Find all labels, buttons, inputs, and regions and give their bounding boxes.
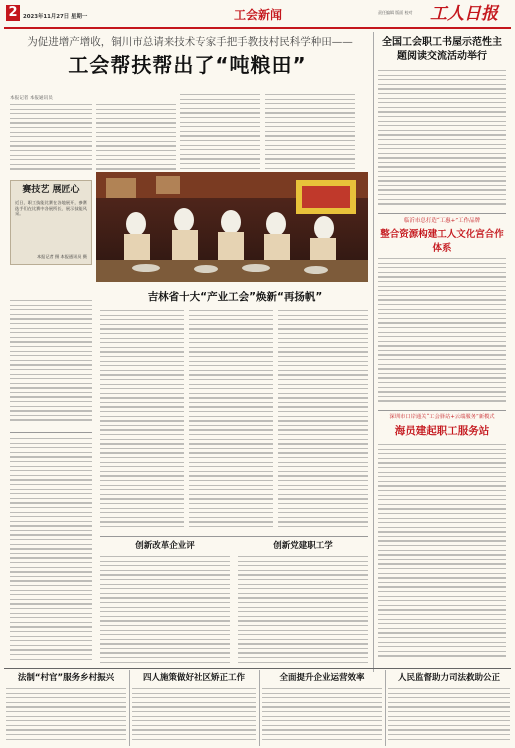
side-story-1-headline: 全国工会职工书屋示范性主题阅读交流活动举行 bbox=[382, 37, 502, 62]
masthead-rule bbox=[4, 27, 511, 29]
lead-byline: 本报记者 本报通讯员 bbox=[10, 96, 53, 101]
small-story-right-body bbox=[238, 556, 368, 666]
left-column-body bbox=[10, 300, 92, 430]
newspaper-name: 工人日报 bbox=[430, 4, 498, 24]
middle-story-body-col-2 bbox=[189, 310, 273, 532]
lead-body-col-3 bbox=[180, 94, 260, 180]
lead-photo bbox=[96, 172, 368, 282]
column-divider bbox=[385, 670, 386, 746]
inset-title: 赛技艺 展匠心 bbox=[22, 185, 80, 195]
lead-photo-illustration bbox=[96, 172, 368, 282]
middle-story-headline: 吉林省十大“产业工会”焕新“再扬帆” bbox=[147, 291, 323, 303]
bottom-story-2-body bbox=[132, 688, 256, 744]
side-story-3-body bbox=[378, 444, 506, 664]
bottom-story-4-body bbox=[388, 688, 510, 744]
side-story-2-headline: 整合资源构建工人文化宫合作体系 bbox=[380, 229, 504, 254]
middle-story-body-col-1 bbox=[100, 310, 184, 532]
page-number: 2 bbox=[8, 5, 18, 20]
inset-photo-credit: 本报记者 摄 本报通讯员 摄 bbox=[36, 254, 87, 259]
middle-story-body-col-3 bbox=[278, 310, 368, 532]
side-story-2-body bbox=[378, 258, 506, 406]
small-headline-right: 创新党建职工学 bbox=[273, 541, 333, 551]
inset-caption: 近日，职工技能比赛在各地展开，参赛选手们在比赛中各展所长、展示技能风采。 bbox=[15, 200, 87, 217]
side-story-1-body bbox=[378, 70, 506, 210]
bottom-divider bbox=[4, 668, 511, 669]
left-column-body-2 bbox=[10, 438, 92, 666]
edit-line: 责任编辑 版面 校对 bbox=[378, 10, 413, 15]
lead-body-col-1 bbox=[10, 104, 92, 176]
bottom-story-3-body bbox=[262, 688, 382, 744]
divider bbox=[378, 213, 506, 214]
bottom-headline-3: 全面提升企业运营效率 bbox=[279, 673, 365, 683]
divider bbox=[100, 536, 368, 537]
column-divider bbox=[259, 670, 260, 746]
small-story-left-body bbox=[100, 556, 230, 666]
divider bbox=[378, 410, 506, 411]
lead-photo-caption-text bbox=[10, 268, 92, 298]
bottom-story-1-body bbox=[6, 688, 126, 744]
lead-headline: 工会帮扶帮出了“吨粮田” bbox=[68, 53, 307, 77]
side-story-2-kicker: 临沂市总打造“工惠+”工作品牌 bbox=[403, 218, 481, 224]
side-story-3-kicker: 深圳市口岸通关“工会驿站+云端服务”新模式 bbox=[389, 414, 495, 420]
bottom-headline-1: 法制“村官”服务乡村振兴 bbox=[17, 673, 115, 683]
masthead bbox=[0, 0, 515, 30]
bottom-headline-2: 四人施策做好社区矫正工作 bbox=[142, 673, 245, 683]
column-divider bbox=[129, 670, 130, 746]
issue-date: 2023年11月27日 星期一 bbox=[23, 14, 88, 20]
section-title: 工会新闻 bbox=[233, 8, 282, 22]
lead-kicker: 为促进增产增收，铜川市总请来技术专家手把手教技村民科学种田—— bbox=[27, 36, 353, 48]
lead-body-col-4 bbox=[265, 94, 355, 180]
column-divider bbox=[373, 32, 374, 672]
side-story-3-headline: 海员建起职工服务站 bbox=[394, 425, 490, 437]
divider bbox=[10, 432, 92, 433]
small-headline-left: 创新改革企业评 bbox=[135, 541, 195, 551]
bottom-headline-4: 人民监督助力司法救助公正 bbox=[397, 673, 500, 683]
